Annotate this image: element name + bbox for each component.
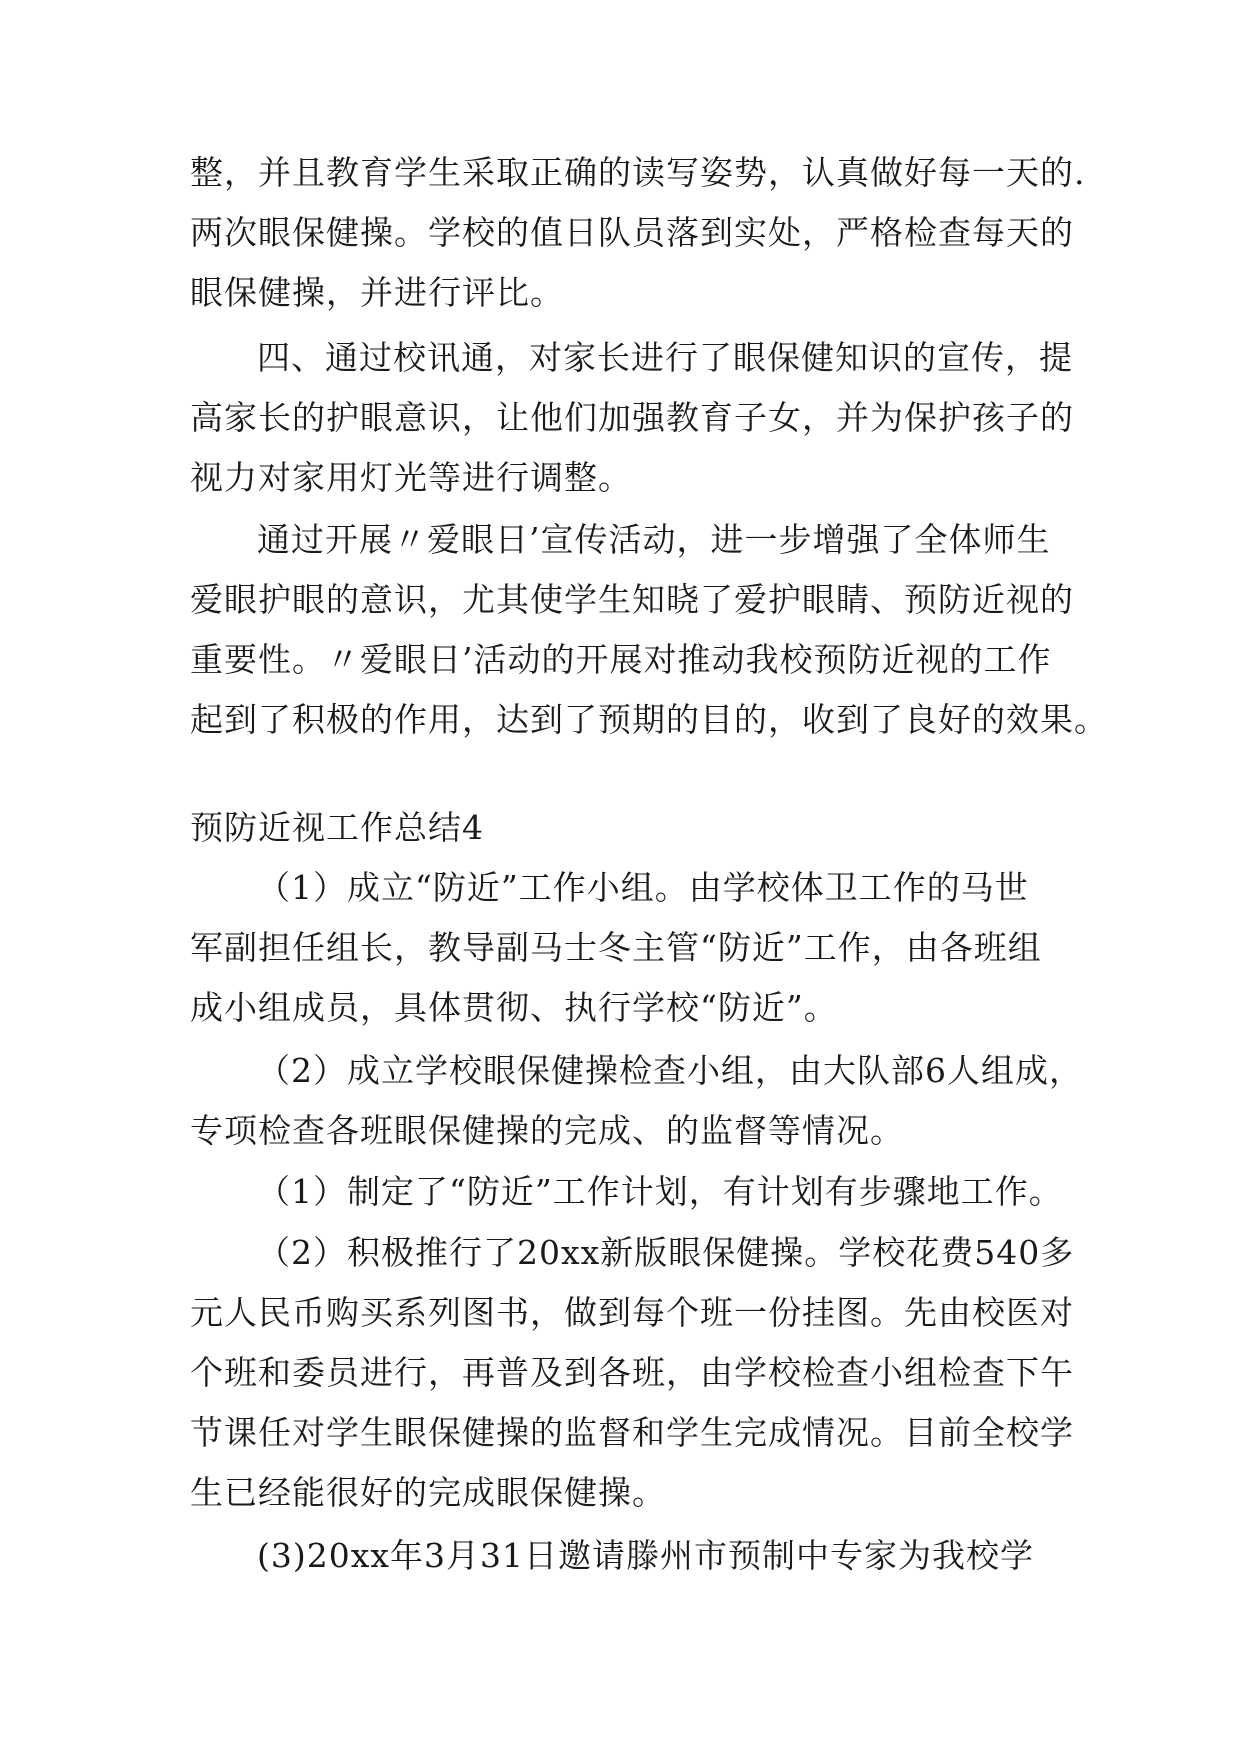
section-heading: 预防近视工作总结4 <box>190 808 484 847</box>
paragraph-start-line: （2）积极推行了20xx新版眼保健操。学校花费540多 <box>257 1233 1075 1272</box>
text-line: 节课任对学生眼保健操的监督和学生完成情况。目前全校学 <box>190 1413 1074 1452</box>
text-line: 元人民币购买系列图书，做到每个班一份挂图。先由校医对 <box>190 1293 1074 1332</box>
paragraph-start-line: （2）成立学校眼保健操检查小组，由大队部6人组成， <box>257 1051 1083 1090</box>
paragraph-start-line: （1）制定了“防近”工作计划，有计划有步骤地工作。 <box>257 1172 1063 1211</box>
text-line: 个班和委员进行，再普及到各班，由学校检查小组检查下午 <box>190 1353 1074 1392</box>
text-line: 起到了积极的作用，达到了预期的目的，收到了良好的效果。 <box>190 700 1108 739</box>
text-line: 军副担任组长，教导副马士冬主管“防近”工作，由各班组 <box>190 928 1042 967</box>
paragraph-start-line: 四、通过校讯通，对家长进行了眼保健知识的宣传，提 <box>257 338 1073 377</box>
text-line: 高家长的护眼意识，让他们加强教育子女，并为保护孩子的 <box>190 398 1074 437</box>
paragraph-start-line: 通过开展〃爱眼日’宣传活动，进一步增强了全体师生 <box>257 520 1051 559</box>
text-line: 视力对家用灯光等进行调整。 <box>190 458 632 497</box>
paragraph-start-line: (3)20xx年3月31日邀请滕州市预制中专家为我校学 <box>257 1536 1034 1575</box>
text-line: 两次眼保健操。学校的值日队员落到实处，严格检查每天的 <box>190 213 1074 252</box>
text-line: 爱眼护眼的意识，尤其使学生知晓了爱护眼睛、预防近视的 <box>190 580 1074 619</box>
text-line: 成小组成员，具体贯彻、执行学校“防近”。 <box>190 988 838 1027</box>
text-line: 重要性。〃爱眼日’活动的开展对推动我校预防近视的工作 <box>190 640 1052 679</box>
paragraph-start-line: （1）成立“防近”工作小组。由学校体卫工作的马世 <box>257 868 1029 907</box>
text-line: 专项检查各班眼保健操的完成、的监督等情况。 <box>190 1111 904 1150</box>
text-line: 眼保健操，并进行评比。 <box>190 273 564 312</box>
text-line: 生已经能很好的完成眼保健操。 <box>190 1473 666 1512</box>
text-line: 整，并且教育学生采取正确的读写姿势，认真做好每一天的. <box>190 153 1086 192</box>
